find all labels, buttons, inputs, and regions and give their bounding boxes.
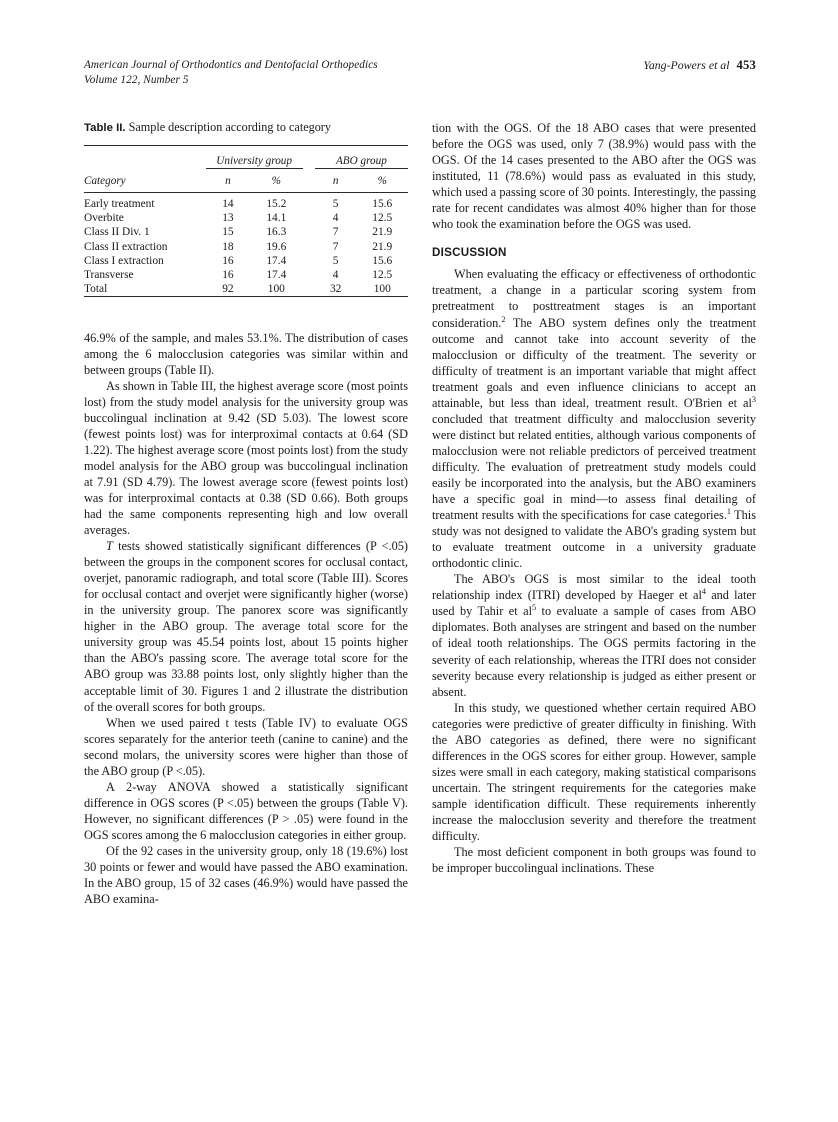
cell-univ-n: 16 (222, 269, 234, 282)
cell-gap (303, 197, 315, 211)
table-row (84, 254, 408, 268)
cell-univ-pct: 17.4 (266, 254, 287, 267)
column-header-gap (303, 169, 315, 193)
footnote-ref: 1 (726, 506, 731, 516)
text-run: When evaluating the efficacy or effectiveness of orthodontic treatment, a change in a particular scoring system from pretreatment to posttreatment stages is an important consideration. (432, 267, 756, 330)
cell-abo-n: 7 (332, 240, 339, 253)
cell-univ-pct: 15.2 (266, 198, 287, 211)
group-header-university: University group (206, 150, 303, 169)
paragraph: A 2-way ANOVA showed a statistically significant difference in OGS scores (P <.05) between the groups (Table V). However, no significant differences (P > .05) were found in the OGS scores among the 6 malocclusion categories in either group. (84, 779, 408, 842)
cell-category: Class II Div. 1 (84, 226, 150, 239)
authors-and-page (643, 58, 756, 73)
journal-title-block (84, 58, 378, 87)
table-row (84, 225, 408, 239)
cell-univ-n: 14 (222, 198, 234, 211)
left-column (84, 120, 408, 907)
text-run: to evaluate a sample of cases from ABO diplomates. Both analyses are stringent and based on the number of ideal tooth relationships. The OGS permits factoring in the severity of each relationship, whereas the ITRI does not consider severity because every relationship is judged as either present or absent. (432, 604, 756, 699)
running-head (84, 58, 756, 87)
right-column-text (432, 120, 756, 876)
cell-category: Transverse (84, 269, 134, 282)
paragraph-continuation: tion with the OGS. Of the 18 ABO cases that were presented before the OGS was used, only 7 (38.9%) would pass with the OGS. Of the 14 cases presented to the ABO after the OGS was instituted, 11 (78.6%) would pass as evaluated in this study, which used a passing score of 30 points. Interestingly, the passing rate for recent candidates was almost 40% higher than for those who took the examination before the OGS was used. (432, 121, 756, 232)
footnote-ref: 4 (701, 587, 706, 597)
group-header-abo: ABO group (315, 150, 408, 169)
cell-category: Total (84, 283, 108, 296)
text-run: and later used by Tahir et al (432, 588, 756, 619)
cell-gap (303, 282, 315, 297)
paragraph-discussion-1 (432, 266, 756, 571)
table-head (84, 146, 408, 198)
column-header-univ-n: n (225, 175, 231, 187)
cell-univ-n: 13 (222, 212, 234, 225)
page-number: 453 (736, 58, 756, 72)
cell-univ-n: 15 (222, 226, 234, 239)
cell-abo-pct: 15.6 (372, 254, 393, 267)
cell-abo-n: 7 (332, 226, 339, 239)
cell-abo-pct: 100 (373, 283, 391, 296)
footnote-ref: 5 (532, 603, 537, 613)
paragraph: 46.9% of the sample, and males 53.1%. The distribution of cases among the 6 malocclusion categories was similar within and between groups (Table II). (84, 330, 408, 377)
text-run: The ABO's OGS is most similar to the ideal tooth relationship index (ITRI) developed by Haeger et al (432, 572, 756, 603)
table-group-header-row (84, 150, 408, 169)
text-run: concluded that treatment difficulty and malocclusion severity were distinct but related entities, although various components of malocclusion were not reliable predictors of perceived treatment difficulty. The evaluation of pretreatment study models could easily be incorporated into the analysis, but the ABO examiners have a specific goal in mind—to assess final detailing of treatment results with the specifications for case categories. (432, 411, 756, 523)
cell-abo-pct: 12.5 (372, 212, 393, 225)
cell-abo-pct: 12.5 (372, 269, 393, 282)
table-label: Table II. (84, 122, 126, 134)
table-row-total (84, 282, 408, 297)
cell-gap (303, 240, 315, 254)
author-names: Yang-Powers et al (643, 58, 730, 72)
paragraph: When we used paired t tests (Table IV) to evaluate OGS scores separately for the anterior teeth (canine to canine) and the second molars, the university scores were higher than those of the ABO group (P <.05). (84, 715, 408, 778)
cell-category: Overbite (84, 212, 124, 225)
table-caption (84, 120, 408, 136)
cell-univ-pct: 19.6 (266, 240, 287, 253)
cell-univ-n: 92 (222, 283, 234, 296)
cell-univ-pct: 16.3 (266, 226, 287, 239)
cell-category: Early treatment (84, 198, 155, 211)
cell-gap (303, 254, 315, 268)
group-header-gap (303, 150, 315, 169)
cell-abo-n: 32 (329, 283, 342, 296)
cell-univ-n: 16 (222, 254, 234, 267)
journal-title: American Journal of Orthodontics and Dentofacial Orthopedics (84, 59, 378, 71)
cell-abo-pct: 21.9 (372, 240, 393, 253)
table-caption-text: Sample description according to category (128, 120, 331, 134)
cell-category: Class II extraction (84, 240, 168, 253)
table-rule-bottom (84, 297, 408, 304)
paragraph-t-tests (84, 538, 408, 715)
right-column (432, 120, 756, 876)
footnote-ref: 3 (751, 394, 756, 404)
cell-gap (303, 268, 315, 282)
cell-univ-n: 18 (222, 240, 234, 253)
cell-category: Class I extraction (84, 254, 164, 267)
cell-gap (303, 225, 315, 239)
cell-abo-n: 5 (332, 198, 339, 211)
paragraph: Of the 92 cases in the university group, only 18 (19.6%) lost 30 points or fewer and would have passed the ABO examination. In the ABO group, 15 of 32 cases (46.9%) would have passed the ABO examina- (84, 844, 408, 907)
cell-univ-pct: 14.1 (266, 212, 287, 225)
table-row (84, 197, 408, 211)
paragraph-discussion-2 (432, 571, 756, 699)
paragraph: As shown in Table III, the highest average score (most points lost) from the study model analysis for the university group was buccolingual inclination at 9.42 (SD 5.03). The lowest score (fewest points lost) was for interproximal contacts at 0.64 (SD 1.22). The highest average score (most points lost) from the study model analysis for the ABO group was buccolingual inclination at 7.91 (SD 4.79). The lowest average score (fewest points lost) was for interproximal contacts at 0.38 (SD 0.66). Both groups had the same components representing high and low overall averages. (84, 378, 408, 538)
paragraph-rest: tests showed statistically significant differences (P <.05) between the groups in the component scores for occlusal contact, overjet, panoramic radiograph, and total score (Table III). Scores for occlusal contact and overjet were significantly higher (worse) in the university group. The panorex score was significantly higher in the ABO group. The average total score for the university group was 45.54 points lost, about 15 points higher than the ABO's passing score. The average total score for the ABO group was 33.88 points lost, only slightly higher than the acceptable limit of 30. Figures 1 and 2 illustrate the distribution of the overall scores for both groups. (84, 539, 408, 714)
column-header-abo-n: n (332, 175, 339, 187)
table-2-block (84, 120, 408, 304)
table-row (84, 268, 408, 282)
sample-description-table (84, 145, 408, 304)
cell-univ-pct: 17.4 (266, 269, 287, 282)
volume-issue: Volume 122, Number 5 (84, 73, 189, 86)
table-body (84, 197, 408, 304)
italic-t: T (106, 539, 113, 554)
paragraph: The most deficient component in both groups was found to be improper buccolingual inclinations. These (432, 845, 756, 876)
cell-gap (303, 211, 315, 225)
left-column-text (84, 330, 408, 908)
footnote-ref: 2 (501, 314, 506, 324)
cell-abo-pct: 15.6 (372, 198, 393, 211)
column-header-univ-pct: % (271, 175, 281, 187)
cell-abo-pct: 21.9 (372, 226, 393, 239)
cell-univ-pct: 100 (267, 283, 285, 296)
table-row (84, 240, 408, 254)
cell-abo-n: 4 (332, 212, 339, 225)
text-run: The ABO system defines only the treatment outcome and cannot take into account severity of the malocclusion or difficulty of the treatment. The severity or difficulty of treatment is an important variable that might affect treatment goals and even influence clinicians to accept an attainable, but less than ideal, treatment result. O'Brien et al (432, 315, 756, 410)
cell-abo-n: 5 (332, 254, 339, 267)
section-heading-discussion: DISCUSSION (432, 246, 507, 260)
column-header-category: Category (84, 175, 126, 187)
cell-abo-n: 4 (332, 269, 339, 282)
group-header-blank (84, 150, 206, 169)
table-row (84, 211, 408, 225)
column-header-abo-pct: % (377, 175, 387, 187)
table-column-header-row (84, 169, 408, 193)
text-run: This study was not designed to validate the ABO's grading system but to evaluate treatment outcome in a university graduate orthodontic clinic. (432, 508, 756, 571)
paragraph: In this study, we questioned whether certain required ABO categories were predictive of greater difficulty in finishing. With the ABO categories as defined, there were no significant differences in the OGS scores for either group. However, sample sizes were small in each category, making statistical comparisons uncertain. The stringent requirements for the categories make sample identification difficult. These requirements inherently increase the malocclusion severity and therefore the treatment difficulty. (432, 700, 756, 844)
